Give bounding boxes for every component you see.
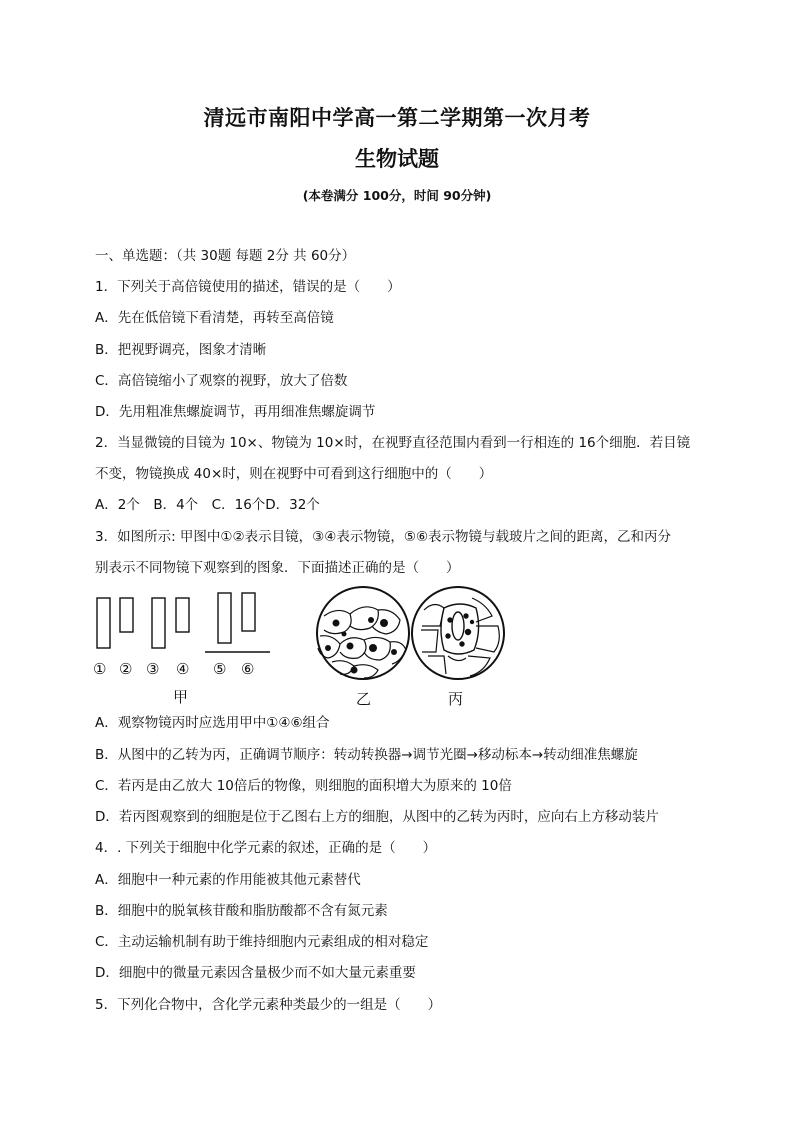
question-line: C．若丙是由乙放大 10倍后的物像，则细胞的面积增大为原来的 10倍: [95, 778, 512, 794]
objective-3: [152, 598, 165, 648]
eyepiece-2: [120, 598, 133, 632]
exam-subject: 生物试题: [355, 146, 439, 171]
label-3: ③: [146, 660, 160, 678]
question-line: A．细胞中一种元素的作用能被其他元素替代: [95, 872, 361, 888]
question-line: A．观察物镜丙时应选用甲中①④⑥组合: [95, 715, 330, 731]
question-line: C．高倍镜缩小了观察的视野，放大了倍数: [95, 373, 348, 389]
question-line: 3．如图所示: 甲图中①②表示目镜，③④表示物镜，⑤⑥表示物镜与载玻片之间的距离，乙和丙分: [95, 529, 672, 545]
view-yi: [317, 587, 409, 679]
distance-5: [218, 593, 231, 643]
question-line: D．若丙图观察到的细胞是位于乙图右上方的细胞，从图中的乙转为丙时，应向右上方移动装片: [95, 809, 659, 825]
label-6: ⑥: [241, 660, 255, 678]
question-line: A．2个 B．4个 C．16个D．32个: [95, 497, 320, 513]
view-bing-central-cell: [441, 604, 479, 654]
question-line: 不变，物镜换成 40×时，则在视野中可看到这行细胞中的（ ）: [95, 466, 493, 482]
label-4: ④: [176, 660, 190, 678]
objective-4: [176, 598, 189, 632]
question-line: D．先用粗准焦螺旋调节，再用细准焦螺旋调节: [95, 404, 376, 420]
caption-jia: 甲: [173, 688, 189, 706]
question-line: A．先在低倍镜下看清楚，再转至高倍镜: [95, 310, 334, 326]
label-5: ⑤: [213, 660, 227, 678]
question-line: 2．当显微镜的目镜为 10×、物镜为 10×时，在视野直径范围内看到一行相连的 16个细胞．若目镜: [95, 435, 691, 451]
question-line: B．细胞中的脱氧核苷酸和脂肪酸都不含有氮元素: [95, 903, 388, 919]
question-line: D．细胞中的微量元素因含量极少而不如大量元素重要: [95, 965, 416, 981]
question-line: 4．. 下列关于细胞中化学元素的叙述，正确的是（ ）: [95, 840, 437, 856]
eyepiece-1: [97, 598, 110, 648]
label-1: ①: [93, 660, 107, 678]
question-line: B．从图中的乙转为丙，正确调节顺序：转动转换器→调节光圈→移动标本→转动细准焦螺旋: [95, 747, 638, 763]
distance-6: [242, 593, 255, 631]
exam-title: 清远市南阳中学高一第二学期第一次月考: [203, 105, 591, 130]
question-line: C．主动运输机制有助于维持细胞内元素组成的相对稳定: [95, 934, 429, 950]
section-heading: 一、单选题：（共 30题 每题 2分 共 60分）: [95, 248, 356, 264]
question-line: 5．下列化合物中，含化学元素种类最少的一组是（ ）: [95, 997, 442, 1013]
caption-yi: 乙: [356, 690, 372, 708]
question-line: 别表示不同物镜下观察到的图象．下面描述正确的是（ ）: [95, 560, 460, 576]
caption-bing: 丙: [448, 690, 464, 708]
label-2: ②: [119, 660, 133, 678]
question-line: 1．下列关于高倍镜使用的描述，错误的是（ ）: [95, 279, 401, 295]
figure-question-3: [88, 586, 528, 710]
question-line: B．把视野调亮，图象才清晰: [95, 342, 267, 358]
exam-note: (本卷满分 100分，时间 90分钟): [302, 188, 492, 203]
